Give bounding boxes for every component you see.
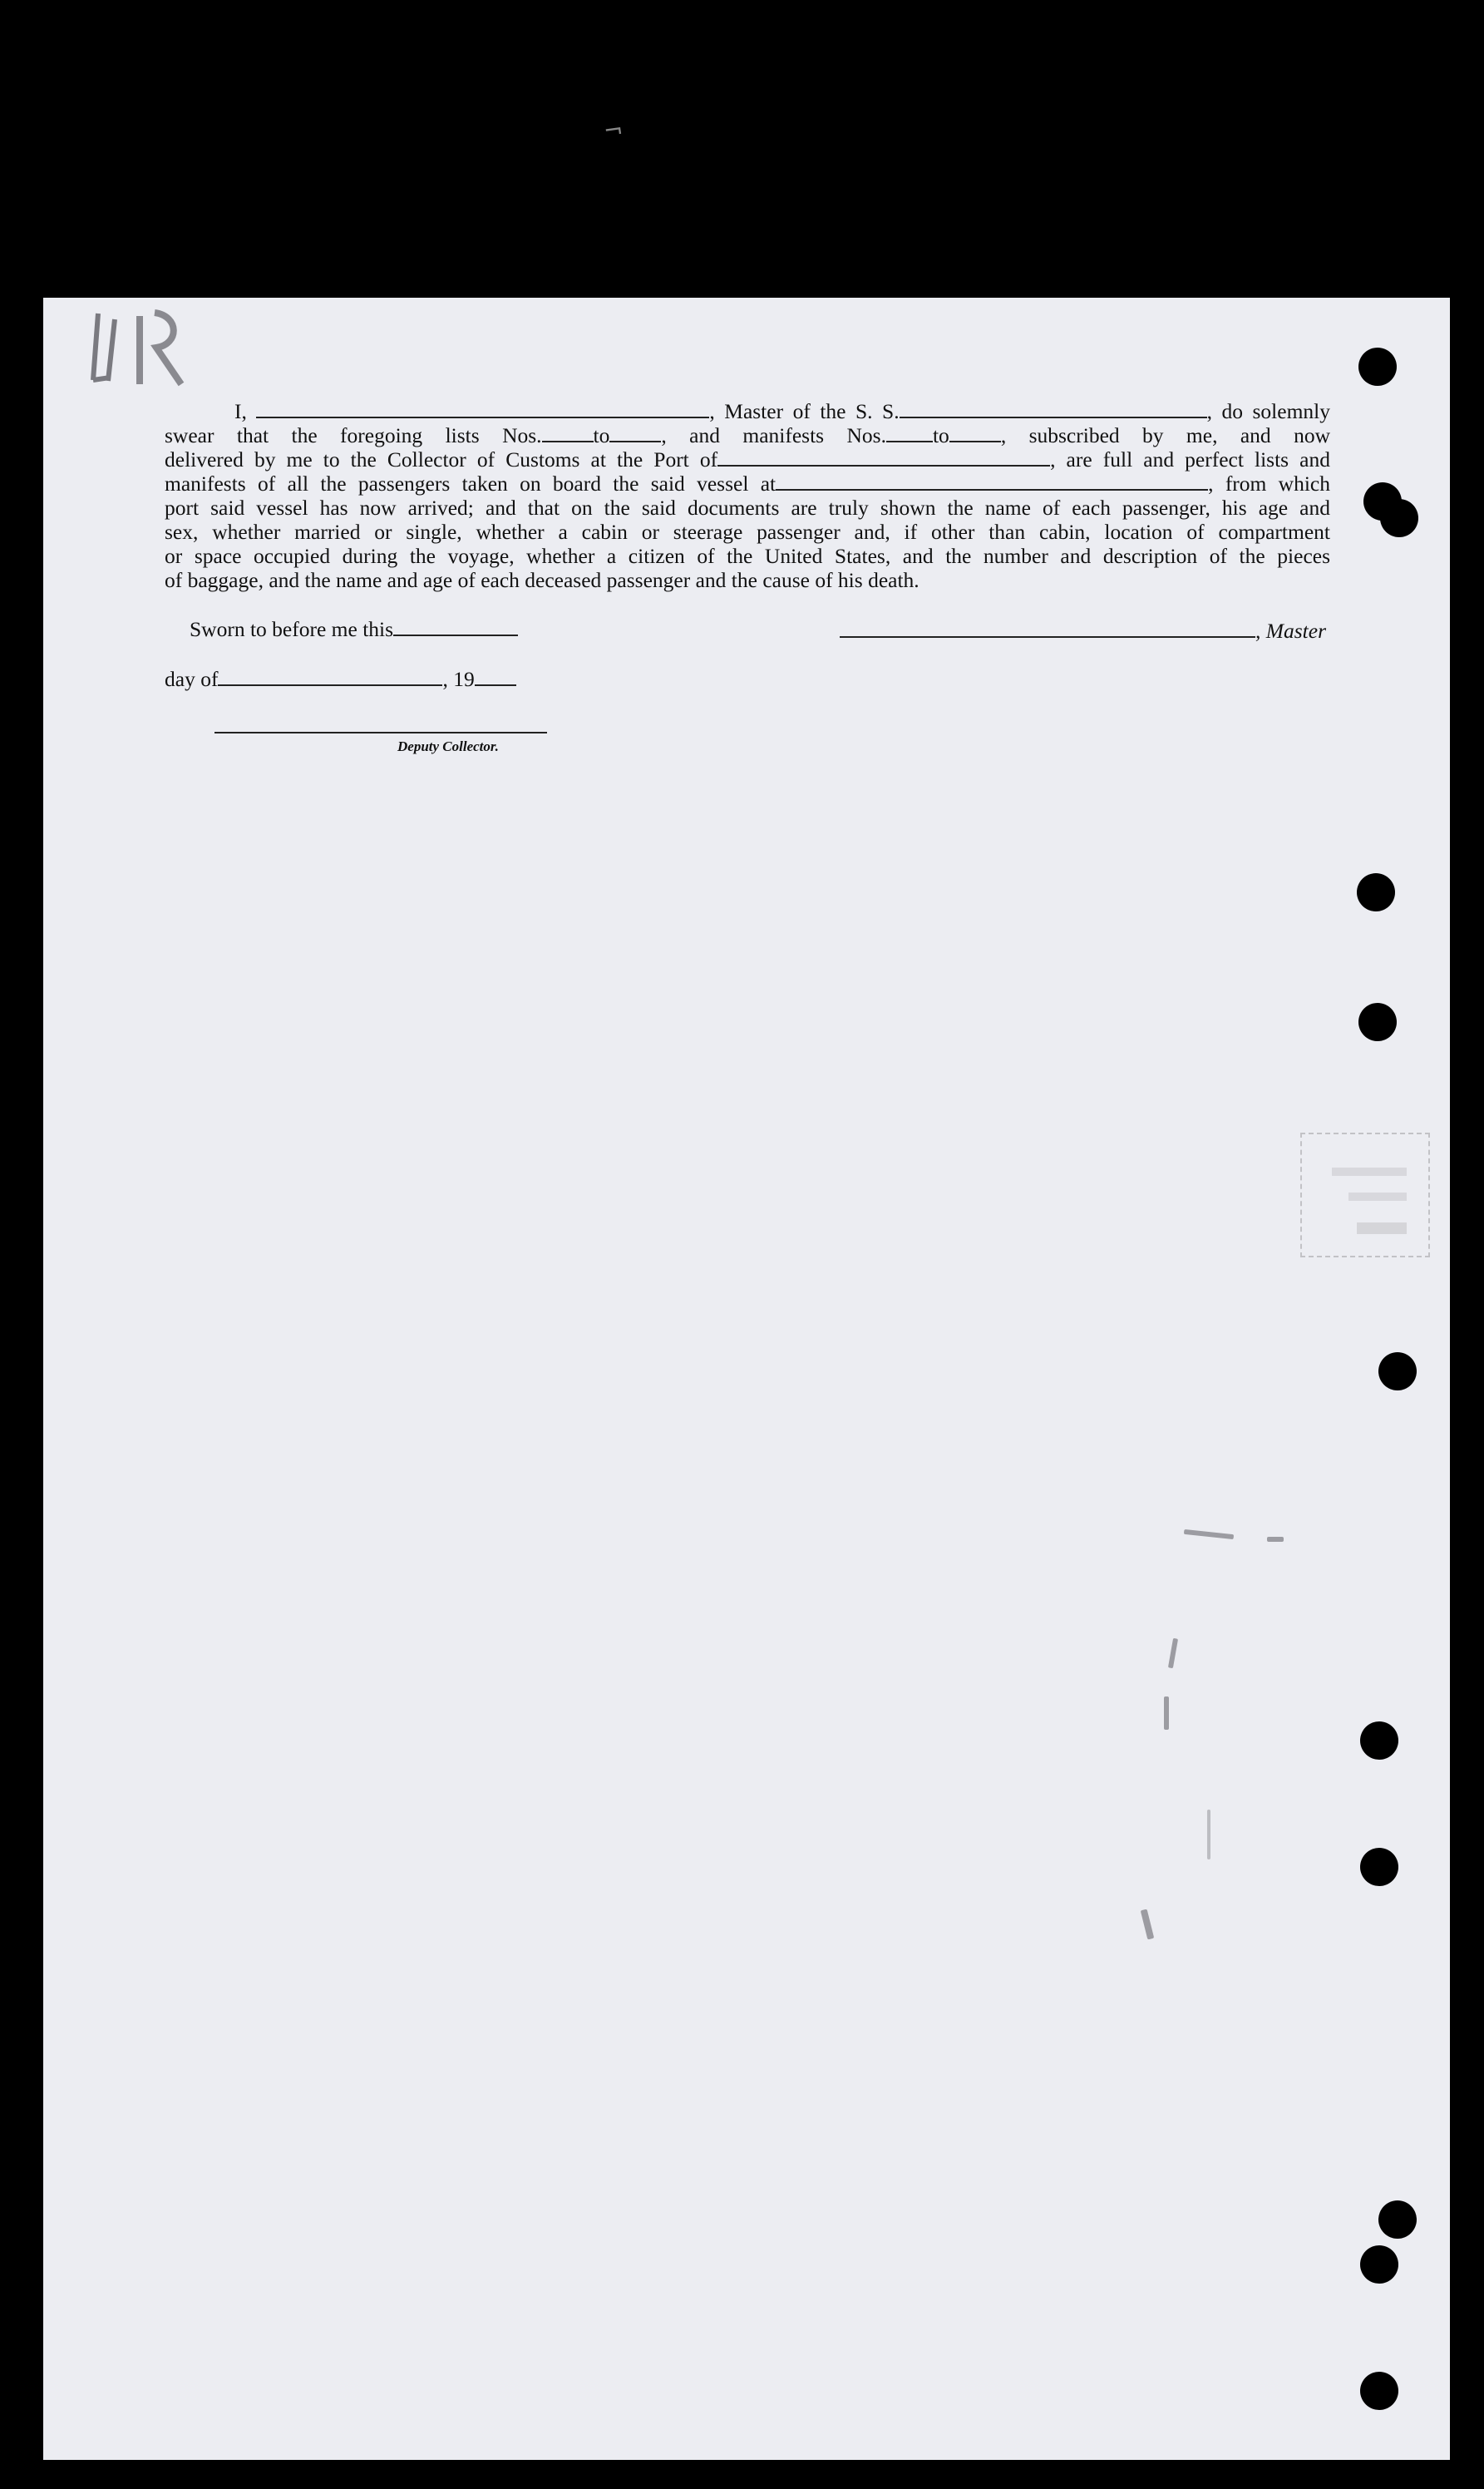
oath-vessel-at: manifests of all the passengers taken on board the said vessel at bbox=[165, 472, 777, 496]
oath-line-2 bbox=[165, 423, 1330, 447]
master-name-blank[interactable] bbox=[256, 400, 709, 418]
punch-hole-9 bbox=[1378, 2200, 1417, 2239]
handwritten-page-number bbox=[81, 301, 190, 393]
oath-line-7: or space occupied during the voyage, whether a citizen of the United States, and the number and description of the pieces bbox=[165, 544, 1330, 568]
stamp-text-line-2 bbox=[1348, 1193, 1407, 1201]
punch-hole-8 bbox=[1360, 1848, 1398, 1886]
oath-master-ss: , Master of the S. S. bbox=[709, 399, 900, 423]
oath-i: I, bbox=[234, 399, 247, 423]
list-to-blank[interactable] bbox=[609, 424, 661, 442]
sworn-row bbox=[190, 617, 518, 642]
oath-manifests-nos: , and manifests Nos. bbox=[661, 423, 886, 447]
punch-hole-11 bbox=[1360, 2372, 1398, 2410]
year-label: , 19 bbox=[442, 667, 475, 691]
departure-port-blank[interactable] bbox=[776, 472, 1208, 491]
oath-line-4 bbox=[165, 472, 1330, 496]
oath-to-1: to bbox=[593, 423, 610, 447]
stamp-text-line-3 bbox=[1357, 1222, 1407, 1234]
oath-subscribed: , subscribed by me, and now bbox=[1000, 423, 1330, 447]
faint-mark-4 bbox=[1164, 1696, 1169, 1730]
sworn-label: Sworn to before me this bbox=[190, 617, 394, 641]
manifest-from-blank[interactable] bbox=[886, 424, 933, 442]
oath-do-solemnly: , do solemnly bbox=[1206, 399, 1331, 423]
year-blank[interactable] bbox=[475, 668, 516, 686]
punch-hole-6 bbox=[1378, 1352, 1417, 1390]
oath-line-6: sex, whether married or single, whether a cabin or steerage passenger and, if other than cabin, location of compartment bbox=[165, 520, 1330, 544]
punch-hole-7 bbox=[1360, 1721, 1398, 1760]
day-row bbox=[165, 667, 516, 692]
master-label: , Master bbox=[1255, 619, 1326, 643]
oath-full-perfect: , are full and perfect lists and bbox=[1050, 447, 1330, 472]
punch-hole-4 bbox=[1357, 873, 1395, 911]
oath-to-2: to bbox=[932, 423, 949, 447]
oath-port-of: delivered by me to the Collector of Customs at the Port of bbox=[165, 447, 718, 472]
oath-line-5: port said vessel has now arrived; and that on the said documents are truly shown the name of each passenger, his age and bbox=[165, 496, 1330, 520]
deputy-collector-label: Deputy Collector. bbox=[397, 738, 499, 754]
punch-hole-1 bbox=[1358, 348, 1397, 386]
list-from-blank[interactable] bbox=[542, 424, 594, 442]
oath-line-8: of baggage, and the name and age of each deceased passenger and the cause of his death. bbox=[165, 568, 919, 592]
oath-from-which: , from which bbox=[1208, 472, 1331, 496]
sworn-date-blank[interactable] bbox=[393, 618, 518, 636]
faint-mark-6 bbox=[1207, 1810, 1210, 1859]
stamp-text-line-1 bbox=[1332, 1168, 1407, 1176]
oath-lists-nos: swear that the foregoing lists Nos. bbox=[165, 423, 542, 447]
deputy-signature-line[interactable] bbox=[214, 732, 547, 733]
punch-hole-10 bbox=[1360, 2245, 1398, 2284]
faint-mark-2 bbox=[1267, 1537, 1284, 1542]
oath-line-1 bbox=[165, 399, 1330, 423]
top-margin-mark: ¬ bbox=[601, 115, 625, 146]
faded-stamp bbox=[1300, 1133, 1430, 1257]
punch-hole-3 bbox=[1380, 499, 1418, 537]
ship-name-blank[interactable] bbox=[900, 400, 1207, 418]
port-blank[interactable] bbox=[717, 448, 1050, 467]
day-month-blank[interactable] bbox=[218, 668, 442, 686]
master-signature-blank[interactable] bbox=[840, 620, 1255, 638]
punch-hole-5 bbox=[1358, 1003, 1397, 1041]
master-signature-row bbox=[840, 619, 1326, 644]
day-of-label: day of bbox=[165, 667, 219, 691]
oath-line-3 bbox=[165, 447, 1330, 472]
oath-paragraph bbox=[165, 399, 1330, 592]
manifest-to-blank[interactable] bbox=[949, 424, 1001, 442]
